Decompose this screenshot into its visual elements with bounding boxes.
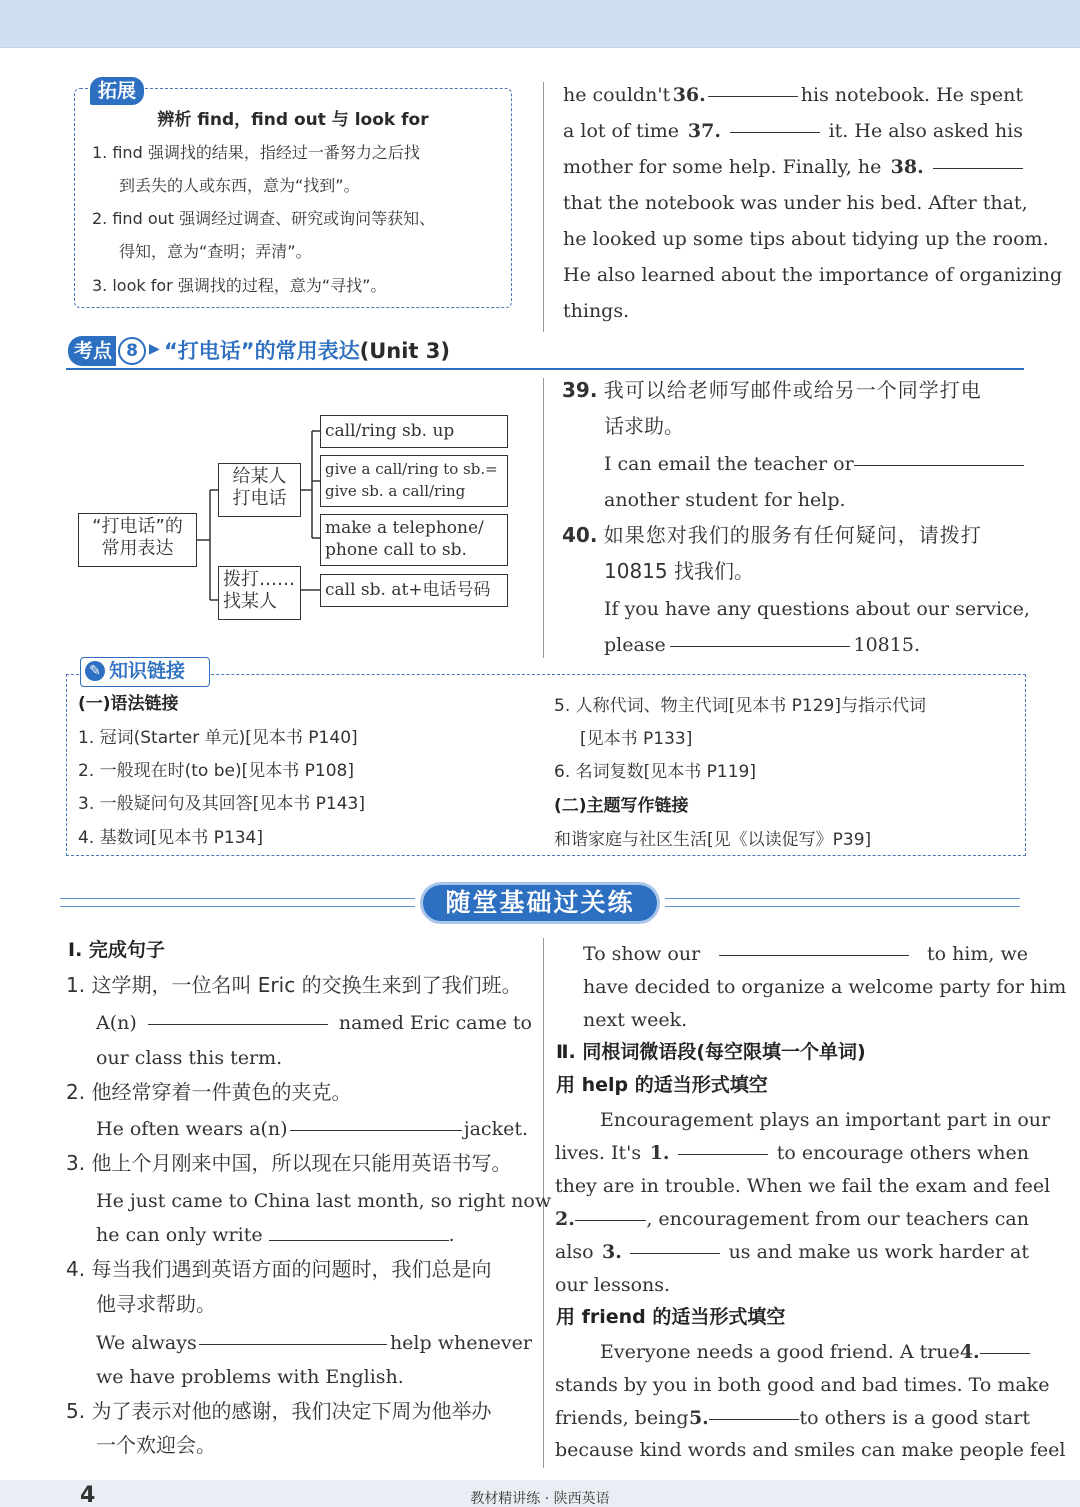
q5-cn: 5. 为了表示对他的感谢，我们决定下周为他举办 bbox=[66, 1399, 492, 1423]
passage-line: he couldn't 36. his notebook. He spent bbox=[563, 77, 1023, 113]
passage-line: he looked up some tips about tidying up the room. bbox=[563, 228, 1049, 250]
part2-line: our lessons. bbox=[555, 1274, 671, 1296]
knowledge-item: 和谐家庭与社区生活[见《以读促写》P39] bbox=[554, 830, 872, 850]
extension-item: 2. find out 强调经过调查、研究或询问等获知、 bbox=[92, 209, 436, 228]
q3-en-cont: he can only write . bbox=[96, 1217, 455, 1253]
passage-line: He also learned about the importance of organizing bbox=[563, 264, 1063, 286]
knowledge-item: 1. 冠词(Starter 单元)[见本书 P140] bbox=[78, 728, 358, 748]
mindmap-leaf: call sb. at+电话号码 bbox=[320, 574, 508, 607]
q2-en: He often wears a(n) jacket. bbox=[96, 1111, 528, 1147]
page-number: 4 bbox=[80, 1483, 96, 1507]
part2-line: because kind words and smiles can make people feel bbox=[555, 1439, 1066, 1461]
question-40-en-cont: please 10815. bbox=[604, 627, 920, 663]
section-title: 随堂基础过关练 bbox=[420, 882, 660, 924]
mindmap-leaf: make a telephone/ phone call to sb. bbox=[320, 514, 508, 566]
q5-en-cont: next week. bbox=[583, 1009, 688, 1031]
part2-subheading: 用 friend 的适当形式填空 bbox=[556, 1306, 786, 1328]
q4-en-cont: we have problems with English. bbox=[96, 1366, 404, 1388]
q5-en-cont: have decided to organize a welcome party for him bbox=[583, 976, 1067, 998]
mindmap-branch: 拨打…… 找某人 bbox=[218, 566, 301, 620]
part2-line: friends, being 5. to others is a good start bbox=[555, 1400, 1030, 1436]
kaodian-title: “打电话”的常用表达(Unit 3) bbox=[164, 339, 450, 363]
q4-en: We always help whenever bbox=[96, 1325, 532, 1361]
knowledge-item: 4. 基数词[见本书 P134] bbox=[78, 828, 263, 848]
q3-cn: 3. 他上个月刚来中国，所以现在只能用英语书写。 bbox=[66, 1151, 512, 1175]
banner-line-left bbox=[60, 898, 415, 899]
knowledge-item: [见本书 P133] bbox=[580, 729, 693, 749]
extension-title: 辨析 find，find out 与 look for bbox=[157, 110, 429, 130]
column-divider-top bbox=[543, 82, 544, 332]
passage-line: mother for some help. Finally, he 38. bbox=[563, 149, 1023, 185]
q2-cn: 2. 他经常穿着一件黄色的夹克。 bbox=[66, 1080, 352, 1104]
part2-line: stands by you in both good and bad times. To make bbox=[555, 1374, 1050, 1396]
writing-heading: (二)主题写作链接 bbox=[554, 796, 689, 816]
q5-cn-cont: 一个欢迎会。 bbox=[96, 1433, 216, 1457]
passage-line: things. bbox=[563, 300, 630, 322]
q1-en: A(n) named Eric came to bbox=[96, 1005, 532, 1041]
answer-blank-38[interactable] bbox=[933, 149, 1023, 169]
passage-line: that the notebook was under his bed. After that, bbox=[563, 192, 1028, 214]
mindmap-root: “打电话”的 常用表达 bbox=[78, 513, 197, 567]
answer-blank-q5[interactable] bbox=[719, 936, 909, 956]
knowledge-item: 5. 人称代词、物主代词[见本书 P129]与指示代词 bbox=[554, 696, 926, 716]
answer-blank-39[interactable] bbox=[854, 446, 1024, 466]
footer-title: 教材精讲练 · 陕西英语 bbox=[470, 1491, 610, 1507]
q1-en-cont: our class this term. bbox=[96, 1047, 283, 1069]
banner-line-right bbox=[665, 906, 1020, 907]
answer-blank-q1[interactable] bbox=[148, 1005, 328, 1025]
answer-blank-p5[interactable] bbox=[709, 1400, 799, 1420]
q5-en: To show our to him, we bbox=[583, 936, 1028, 972]
answer-blank-q3[interactable] bbox=[269, 1221, 449, 1241]
banner-line-right bbox=[665, 898, 1020, 899]
knowledge-tag: 知识链接 bbox=[80, 657, 210, 687]
mindmap-branch: 给某人 打电话 bbox=[218, 463, 301, 517]
part2-line: also 3. us and make us work harder at bbox=[555, 1234, 1029, 1270]
knowledge-item: 2. 一般现在时(to be)[见本书 P108] bbox=[78, 761, 354, 781]
part2-heading: Ⅱ. 同根词微语段(每空限填一个单词) bbox=[556, 1041, 866, 1063]
knowledge-item: 3. 一般疑问句及其回答[见本书 P143] bbox=[78, 794, 365, 814]
knowledge-item: 6. 名词复数[见本书 P119] bbox=[554, 762, 756, 782]
extension-item: 到丢失的人或东西，意为“找到”。 bbox=[119, 176, 360, 195]
answer-blank-p1[interactable] bbox=[678, 1135, 768, 1155]
part2-line: Encouragement plays an important part in our bbox=[600, 1109, 1051, 1131]
grammar-heading: (一)语法链接 bbox=[78, 694, 179, 714]
question-40-en: If you have any questions about our service, bbox=[604, 598, 1030, 620]
q4-cn-cont: 他寻求帮助。 bbox=[96, 1292, 216, 1316]
question-40-cn-cont: 10815 找我们。 bbox=[604, 559, 754, 583]
q3-en: He just came to China last month, so right now bbox=[96, 1190, 552, 1212]
answer-blank-p3[interactable] bbox=[630, 1234, 720, 1254]
answer-blank-37[interactable] bbox=[730, 113, 820, 133]
banner-line-left bbox=[60, 906, 415, 907]
link-icon: ✎ bbox=[85, 661, 105, 681]
mindmap-leaf: call/ring sb. up bbox=[320, 415, 508, 448]
extension-tag: 拓展 bbox=[90, 77, 144, 105]
passage-line: a lot of time 37. it. He also asked his bbox=[563, 113, 1023, 149]
question-39-en-cont: another student for help. bbox=[604, 489, 846, 511]
kaodian-number: 8 bbox=[118, 337, 146, 365]
kaodian-rule bbox=[66, 368, 1024, 370]
q1-cn: 1. 这学期，一位名叫 Eric 的交换生来到了我们班。 bbox=[66, 973, 522, 997]
question-39-cn: 39. 我可以给老师写邮件或给另一个同学打电 bbox=[562, 378, 982, 402]
arrow-icon: ▶ bbox=[149, 341, 160, 357]
answer-blank-p2[interactable] bbox=[575, 1201, 646, 1221]
q4-cn: 4. 每当我们遇到英语方面的问题时，我们总是向 bbox=[66, 1257, 492, 1281]
answer-blank-36[interactable] bbox=[708, 77, 798, 97]
extension-item: 得知，意为“查明；弄清”。 bbox=[119, 242, 312, 261]
part2-line: they are in trouble. When we fail the exam and feel bbox=[555, 1175, 1051, 1197]
question-39-cn-cont: 话求助。 bbox=[604, 414, 684, 438]
mindmap-leaf: give a call/ring to sb.= give sb. a call/ring bbox=[320, 455, 508, 507]
column-divider-middle bbox=[543, 378, 544, 658]
question-40-cn: 40. 如果您对我们的服务有任何疑问，请拨打 bbox=[562, 523, 982, 547]
part2-subheading: 用 help 的适当形式填空 bbox=[556, 1074, 768, 1096]
part1-heading: Ⅰ. 完成句子 bbox=[68, 939, 165, 961]
kaodian-label: 考点 bbox=[68, 336, 116, 366]
extension-item: 1. find 强调找的结果，指经过一番努力之后找 bbox=[92, 143, 420, 162]
part2-line: lives. It's 1. to encourage others when bbox=[555, 1135, 1029, 1171]
extension-item: 3. look for 强调找的过程，意为“寻找”。 bbox=[92, 276, 387, 295]
answer-blank-q2[interactable] bbox=[290, 1111, 462, 1131]
header-band bbox=[0, 0, 1080, 48]
question-39-en: I can email the teacher or bbox=[604, 446, 1024, 482]
answer-blank-q4[interactable] bbox=[199, 1325, 387, 1345]
answer-blank-40[interactable] bbox=[670, 627, 850, 647]
answer-blank-p4[interactable] bbox=[980, 1334, 1030, 1354]
part2-line: 2. , encouragement from our teachers can bbox=[555, 1201, 1029, 1237]
part2-line: Everyone needs a good friend. A true 4. bbox=[600, 1334, 1030, 1370]
